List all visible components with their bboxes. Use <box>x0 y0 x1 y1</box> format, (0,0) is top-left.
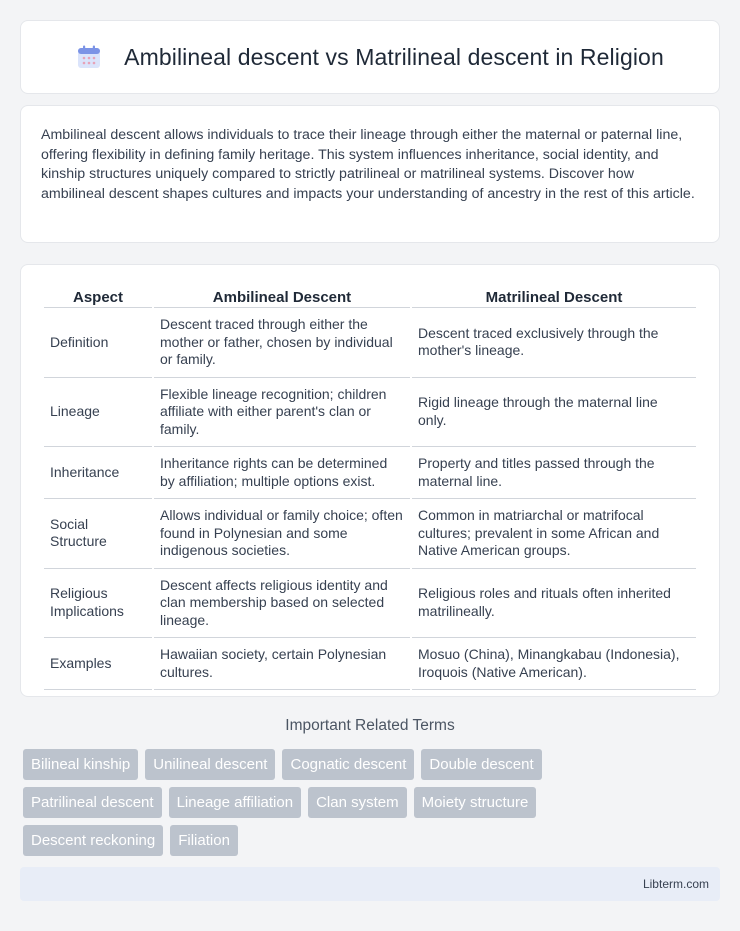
column-header-ambilineal: Ambilineal Descent <box>154 285 410 308</box>
cell-aspect: Lineage <box>44 378 152 448</box>
table-row <box>44 378 696 448</box>
cell-matrilineal: Common in matriarchal or matrifocal cultures; prevalent in some African and Native American groups. <box>412 499 696 569</box>
cell-aspect: Social Structure <box>44 499 152 569</box>
related-terms-heading: Important Related Terms <box>285 717 455 734</box>
footer-site-link[interactable]: Libterm.com <box>642 877 709 891</box>
comparison-table-card <box>20 264 720 697</box>
cell-ambilineal: Descent affects religious identity and clan membership based on selected lineage. <box>154 569 410 639</box>
cell-matrilineal: Property and titles passed through the maternal line. <box>412 447 696 499</box>
table-row <box>44 638 696 690</box>
column-header-aspect: Aspect <box>44 285 152 308</box>
calendar-icon <box>76 44 102 70</box>
cell-aspect: Definition <box>44 308 152 378</box>
related-term-tag[interactable]: Lineage affiliation <box>169 787 301 818</box>
cell-matrilineal: Mosuo (China), Minangkabau (Indonesia), Iroquois (Native American). <box>412 638 696 690</box>
cell-matrilineal: Rigid lineage through the maternal line only. <box>412 378 696 448</box>
related-term-tag[interactable]: Bilineal kinship <box>23 749 138 780</box>
cell-ambilineal: Allows individual or family choice; often found in Polynesian and some indigenous societies. <box>154 499 410 569</box>
related-term-tag[interactable]: Descent reckoning <box>23 825 163 856</box>
table-row <box>44 499 696 569</box>
header-card <box>20 20 720 94</box>
table-row <box>44 569 696 639</box>
related-terms-list <box>23 749 583 856</box>
related-term-tag[interactable]: Moiety structure <box>414 787 537 818</box>
cell-ambilineal: Flexible lineage recognition; children affiliate with either parent's clan or family. <box>154 378 410 448</box>
intro-paragraph: Ambilineal descent allows individuals to trace their lineage through either the maternal or paternal line, offering flexibility in defining family heritage. This system influences inheritance, social identity, and kinship structures uniquely compared to strictly patrilineal or matrilineal systems. Discover how ambilineal descent shapes cultures and impacts your understanding of ancestry in the rest of this article. <box>41 127 695 203</box>
intro-card <box>20 105 720 243</box>
cell-ambilineal: Hawaiian society, certain Polynesian cultures. <box>154 638 410 690</box>
cell-aspect: Examples <box>44 638 152 690</box>
related-term-tag[interactable]: Cognatic descent <box>282 749 414 780</box>
cell-ambilineal: Descent traced through either the mother or father, chosen by individual or family. <box>154 308 410 378</box>
table-header-row <box>44 285 696 308</box>
related-term-tag[interactable]: Filiation <box>170 825 238 856</box>
table-row <box>44 308 696 378</box>
cell-matrilineal: Religious roles and rituals often inherited matrilineally. <box>412 569 696 639</box>
comparison-table <box>42 285 698 690</box>
table-row <box>44 447 696 499</box>
related-term-tag[interactable]: Unilineal descent <box>145 749 275 780</box>
cell-aspect: Religious Implications <box>44 569 152 639</box>
related-term-tag[interactable]: Clan system <box>308 787 407 818</box>
page-title: Ambilineal descent vs Matrilineal descent in Religion <box>124 43 664 70</box>
cell-aspect: Inheritance <box>44 447 152 499</box>
cell-ambilineal: Inheritance rights can be determined by affiliation; multiple options exist. <box>154 447 410 499</box>
column-header-matrilineal: Matrilineal Descent <box>412 285 696 308</box>
cell-matrilineal: Descent traced exclusively through the mother's lineage. <box>412 308 696 378</box>
related-term-tag[interactable]: Double descent <box>421 749 541 780</box>
related-term-tag[interactable]: Patrilineal descent <box>23 787 162 818</box>
footer <box>20 867 720 901</box>
